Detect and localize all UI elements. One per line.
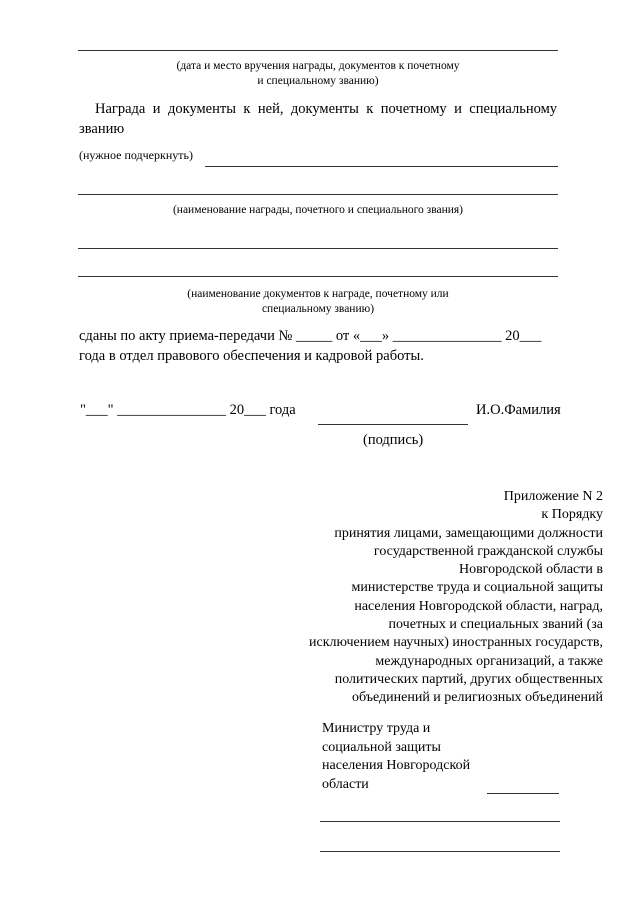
- date-place-line: [78, 50, 558, 51]
- award-fill-line-1: [205, 166, 558, 167]
- date-day: "___": [80, 402, 114, 418]
- addressee-line: социальной защиты: [322, 739, 441, 755]
- appendix-line: политических партий, других общественных: [334, 671, 603, 687]
- sender-fill-line-1: [487, 793, 559, 794]
- underline-hint: (нужное подчеркнуть): [79, 148, 193, 162]
- award-paragraph-line1: Награда и документы к ней, документы к почетному и специальному: [95, 101, 557, 117]
- transfer-text-line2: года в отдел правового обеспечения и кадровой работы.: [79, 348, 424, 364]
- act-from-label: от «: [335, 328, 361, 344]
- appendix-line: к Порядку: [541, 507, 603, 523]
- documents-caption: [140, 287, 496, 317]
- award-name-caption: (наименование награды, почетного и специального звания): [172, 204, 464, 216]
- date-place-caption-line2: и специальному званию): [257, 75, 379, 87]
- signature-caption: (подпись): [363, 432, 424, 448]
- award-paragraph-line2: званию: [79, 121, 125, 137]
- date-year: 20___ года: [229, 402, 296, 418]
- addressee-line: Министру труда и: [322, 721, 431, 736]
- addressee-line: населения Новгородской: [322, 758, 471, 773]
- award-paragraph: [79, 99, 557, 139]
- appendix-line: Новгородской области в: [458, 562, 603, 578]
- signatory-name: И.О.Фамилия: [476, 402, 561, 418]
- act-month-blank: _______________: [392, 328, 502, 344]
- appendix-line: исключением научных) иностранных государств,: [309, 635, 603, 651]
- transfer-text: [79, 326, 569, 366]
- act-number-blank: _____: [295, 328, 333, 344]
- transfer-text-line1: [79, 326, 569, 346]
- appendix-line: населения Новгородской области, наград,: [354, 598, 603, 614]
- documents-caption-line1: (наименование документов к награде, почетному или: [187, 288, 449, 300]
- signature-line: [318, 424, 468, 425]
- award-fill-line-2: [78, 194, 558, 195]
- date-line: [80, 400, 296, 420]
- appendix-line: объединений и религиозных объединений: [351, 690, 603, 706]
- appendix-line: международных организаций, а также: [375, 653, 603, 669]
- documents-caption-line2: специальному званию): [261, 303, 375, 315]
- documents-fill-line-2: [78, 276, 558, 277]
- addressee-line: области: [322, 776, 369, 792]
- addressee-block: [322, 720, 470, 794]
- documents-fill-line-1: [78, 248, 558, 249]
- transfer-act-label: сданы по акту приема-передачи №: [79, 328, 293, 344]
- appendix-line: Приложение N 2: [503, 489, 603, 504]
- appendix-line: принятия лицами, замещающими должности: [334, 525, 603, 541]
- sender-fill-line-3: [320, 851, 560, 852]
- date-place-caption-line1: (дата и место вручения награды, документов к почетному: [176, 60, 460, 72]
- date-month-blank: _______________: [117, 402, 226, 418]
- appendix-block: [280, 488, 603, 708]
- act-quote-close: »: [381, 328, 390, 344]
- act-year: 20___: [505, 328, 542, 344]
- sender-fill-line-2: [320, 821, 560, 822]
- date-place-caption: [140, 59, 496, 89]
- appendix-line: почетных и специальных званий (за: [388, 617, 603, 633]
- appendix-line: министерстве труда и социальной защиты: [351, 580, 603, 596]
- act-day-blank: ___: [360, 328, 382, 344]
- appendix-line: государственной гражданской службы: [373, 543, 603, 559]
